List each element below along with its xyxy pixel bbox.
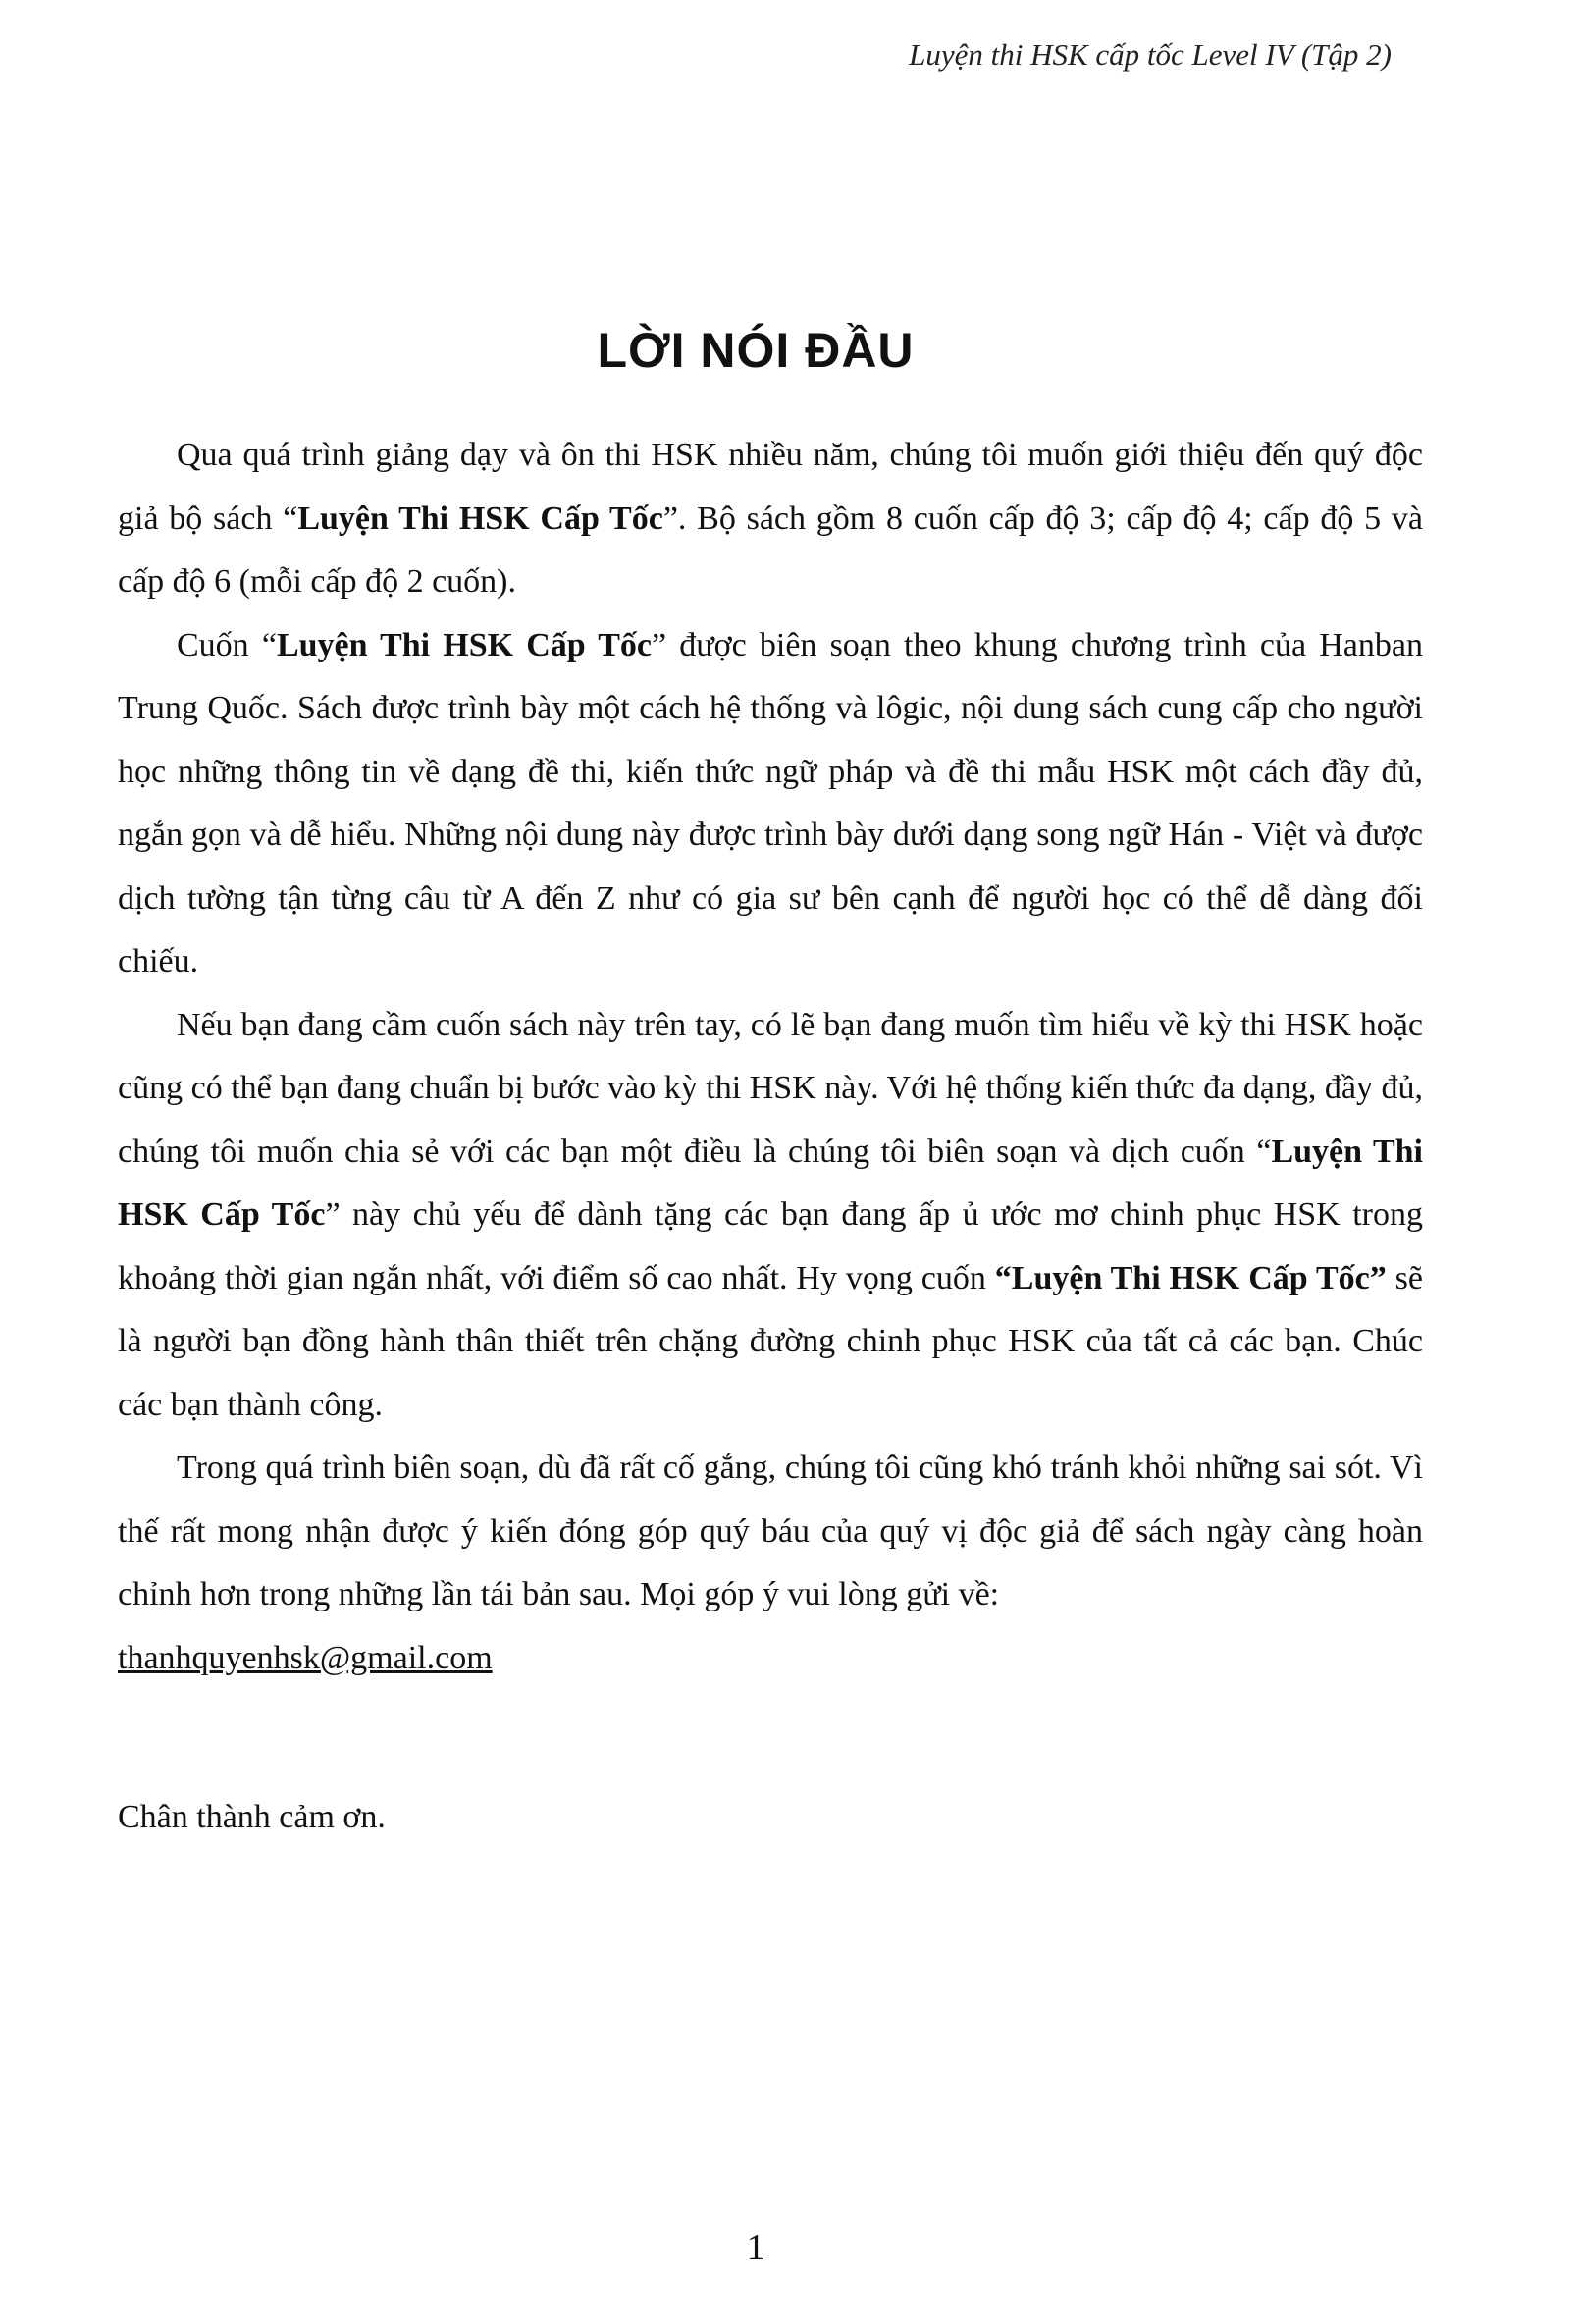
text: ”. Bộ sách gồm 8 cuốn cấp độ 3; cấp độ 4; cấp độ 5 và cấp độ 6 (mỗi cấp độ 2 cuốn). — [118, 500, 1423, 600]
paragraph-1 — [118, 424, 1423, 614]
paragraph-2 — [118, 614, 1423, 994]
book-title: Luyện Thi HSK Cấp Tốc — [297, 500, 663, 537]
text: Qua quá trình giảng dạy và ôn thi HSK nhiều năm, chúng tôi muốn giới thiệu đến quý độc giả bộ sách “ — [118, 437, 1423, 537]
page-number: 1 — [746, 2227, 765, 2268]
text: ” này chủ yếu để dành tặng các bạn đang ấp ủ ước mơ chinh phục HSK trong khoảng thời gian ngắn nhất, với điểm số cao nhất. Hy vọng cuốn — [118, 1196, 1423, 1296]
paragraph-3 — [118, 994, 1423, 1438]
text: Cuốn “ — [177, 626, 277, 663]
text: ” được biên soạn theo khung chương trình của Hanban Trung Quốc. Sách được trình bày một cách hệ thống và lôgic, nội dung sách cung cấp cho người học những thông tin về dạng đề thi, kiến thức ngữ pháp và đề thi mẫu HSK một cách đầy đủ, ngắn gọn và dễ hiểu. Những nội dung này được trình bày dưới dạng song ngữ Hán - Việt và được dịch tường tận từng câu từ A đến Z như có gia sư bên cạnh để người học có thể dễ dàng đối chiếu. — [118, 626, 1423, 979]
paragraph-4 — [118, 1437, 1423, 1627]
closing-text: Chân thành cảm ơn. — [118, 1799, 386, 1835]
page-title: LỜI NÓI ĐẦU — [597, 323, 915, 378]
text: Trong quá trình biên soạn, dù đã rất cố gắng, chúng tôi cũng khó tránh khỏi những sai sót. Vì thế rất mong nhận được ý kiến đóng góp quý báu của quý vị độc giả để sách ngày càng hoàn chỉnh hơn trong những lần tái bản sau. Mọi góp ý vui lòng gửi về: — [118, 1450, 1423, 1612]
book-title: Luyện Thi HSK Cấp Tốc — [118, 1133, 1423, 1233]
preface-body — [118, 424, 1423, 1850]
text: Nếu bạn đang cầm cuốn sách này trên tay, có lẽ bạn đang muốn tìm hiểu về kỳ thi HSK hoặc cũng có thể bạn đang chuẩn bị bước vào kỳ thi HSK này. Với hệ thống kiến thức đa dạng, đầy đủ, chúng tôi muốn chia sẻ với các bạn một điều là chúng tôi biên soạn và dịch cuốn “ — [118, 1006, 1423, 1170]
text: sẽ là người bạn đồng hành thân thiết trên chặng đường chinh phục HSK của tất cả các bạn. Chúc các bạn thành công. — [118, 1259, 1423, 1423]
running-header: Luyện thi HSK cấp tốc Level IV (Tập 2) — [909, 37, 1392, 72]
contact-email-link[interactable]: thanhquyenhsk@gmail.com — [118, 1639, 493, 1676]
book-title: “Luyện Thi HSK Cấp Tốc” — [994, 1259, 1387, 1296]
book-title: Luyện Thi HSK Cấp Tốc — [276, 626, 652, 663]
